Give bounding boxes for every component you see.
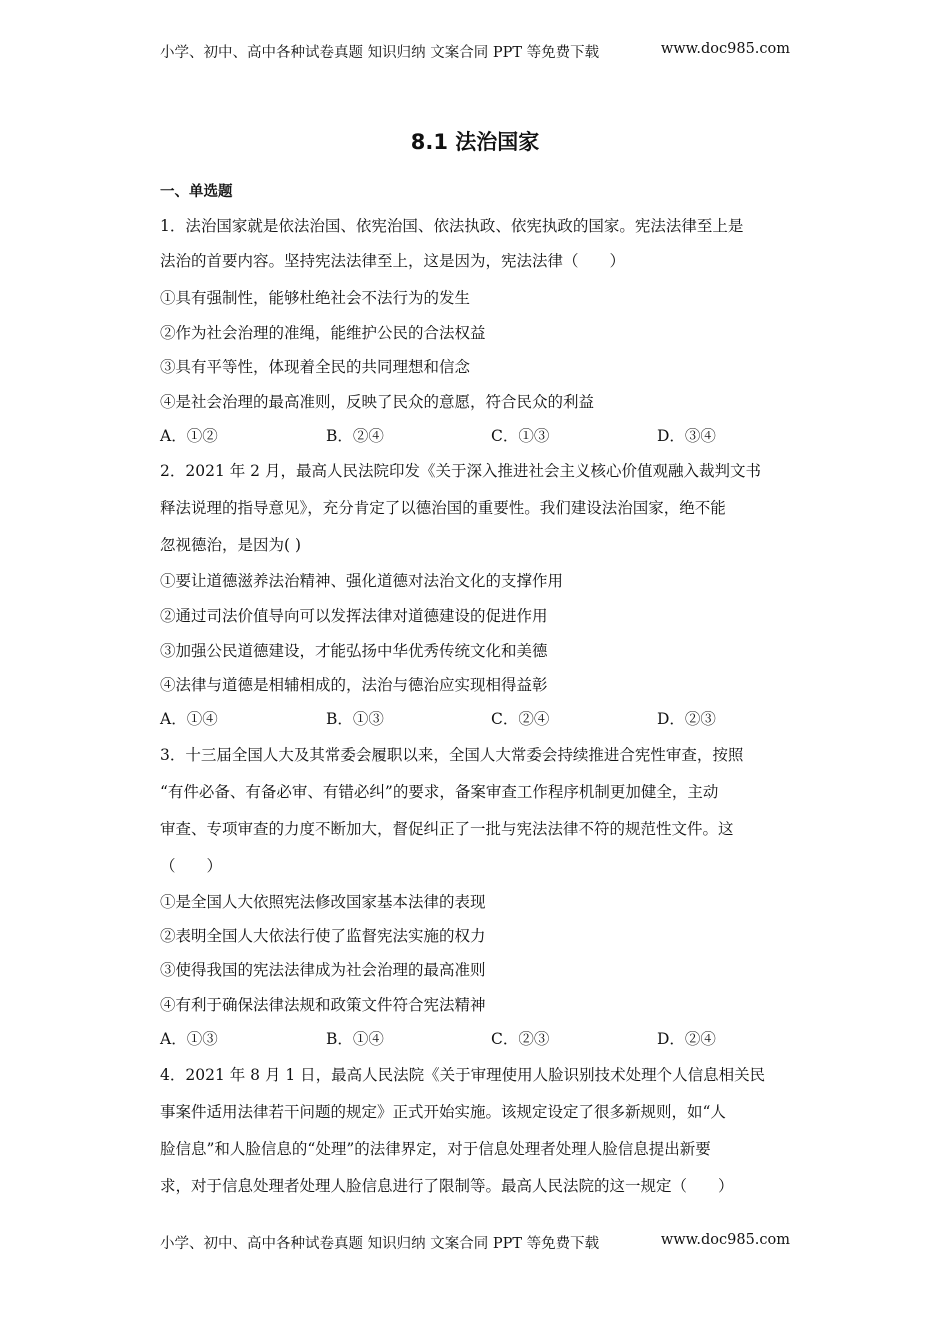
answer-option[interactable]: A．①③ — [160, 1030, 218, 1048]
page-footer — [160, 1232, 790, 1253]
section-heading: 一、单选题 — [160, 184, 233, 200]
answer-option[interactable]: B．①④ — [326, 1030, 384, 1048]
statement-item: ③使得我国的宪法法律成为社会治理的最高准则 — [160, 961, 486, 979]
answer-option[interactable]: A．①④ — [160, 710, 218, 728]
statement-item: ③加强公民道德建设，才能弘扬中华优秀传统文化和美德 — [160, 642, 548, 660]
answer-option[interactable]: D．②④ — [657, 1030, 716, 1048]
footer-text: 小学、初中、高中各种试卷真题 知识归纳 文案合同 PPT 等免费下载 — [160, 1236, 600, 1252]
statement-item: ②作为社会治理的准绳，能维护公民的合法权益 — [160, 324, 486, 342]
answer-option[interactable]: A．①② — [160, 427, 218, 445]
header-url[interactable]: www.doc985.com — [660, 41, 790, 57]
answer-option[interactable]: D．②③ — [657, 710, 716, 728]
question-text-line: 忽视德治，是因为( ) — [160, 536, 302, 554]
question-stem: 3．十三届全国人大及其常委会履职以来，全国人大常委会持续推进合宪性审查，按照 — [160, 746, 744, 764]
statement-item: ②表明全国人大依法行使了监督宪法实施的权力 — [160, 927, 486, 945]
question-text-line: （ ） — [160, 857, 223, 875]
question-text-line: 事案件适用法律若干问题的规定》正式开始实施。该规定设定了很多新规则，如“人 — [160, 1103, 726, 1121]
question-stem: 4．2021 年 8 月 1 日，最高人民法院《关于审理使用人脸识别技术处理个人信息相关民 — [160, 1066, 766, 1084]
question-stem: 1．法治国家就是依法治国、依宪治国、依法执政、依宪执政的国家。宪法法律至上是 — [160, 217, 744, 235]
question-text-line: “有件必备、有备必审、有错必纠”的要求，备案审查工作程序机制更加健全，主动 — [160, 783, 719, 801]
statement-item: ④法律与道德是相辅相成的，法治与德治应实现相得益彰 — [160, 676, 548, 694]
answer-option[interactable]: D．③④ — [657, 427, 716, 445]
footer-url[interactable]: www.doc985.com — [660, 1232, 790, 1248]
statement-item: ①要让道德滋养法治精神、强化道德对法治文化的支撑作用 — [160, 572, 564, 590]
statement-item: ④有利于确保法律法规和政策文件符合宪法精神 — [160, 996, 486, 1014]
answer-option[interactable]: C．②④ — [491, 710, 550, 728]
answer-option[interactable]: B．①③ — [326, 710, 384, 728]
question-text-line: 法治的首要内容。坚持宪法法律至上，这是因为，宪法法律（ ） — [160, 252, 626, 270]
question-text-line: 释法说理的指导意见》，充分肯定了以德治国的重要性。我们建设法治国家，绝不能 — [160, 499, 726, 517]
header-text: 小学、初中、高中各种试卷真题 知识归纳 文案合同 PPT 等免费下载 — [160, 45, 600, 61]
statement-item: ④是社会治理的最高准则，反映了民众的意愿，符合民众的利益 — [160, 393, 595, 411]
question-text-line: 脸信息”和人脸信息的“处理”的法律界定，对于信息处理者处理人脸信息提出新要 — [160, 1140, 711, 1158]
question-stem: 2．2021 年 2 月，最高人民法院印发《关于深入推进社会主义核心价值观融入裁判文书 — [160, 462, 761, 480]
answer-option[interactable]: B．②④ — [326, 427, 384, 445]
statement-item: ①具有强制性，能够杜绝社会不法行为的发生 — [160, 289, 471, 307]
statement-item: ②通过司法价值导向可以发挥法律对道德建设的促进作用 — [160, 607, 548, 625]
statement-item: ③具有平等性，体现着全民的共同理想和信念 — [160, 358, 471, 376]
question-text-line: 求，对于信息处理者处理人脸信息进行了限制等。最高人民法院的这一规定（ ） — [160, 1177, 734, 1195]
statement-item: ①是全国人大依照宪法修改国家基本法律的表现 — [160, 893, 486, 911]
answer-option[interactable]: C．①③ — [491, 427, 550, 445]
page-header — [160, 41, 790, 62]
page-title: 8.1 法治国家 — [410, 130, 540, 154]
question-text-line: 审查、专项审查的力度不断加大，督促纠正了一批与宪法法律不符的规范性文件。这 — [160, 820, 734, 838]
answer-option[interactable]: C．②③ — [491, 1030, 550, 1048]
